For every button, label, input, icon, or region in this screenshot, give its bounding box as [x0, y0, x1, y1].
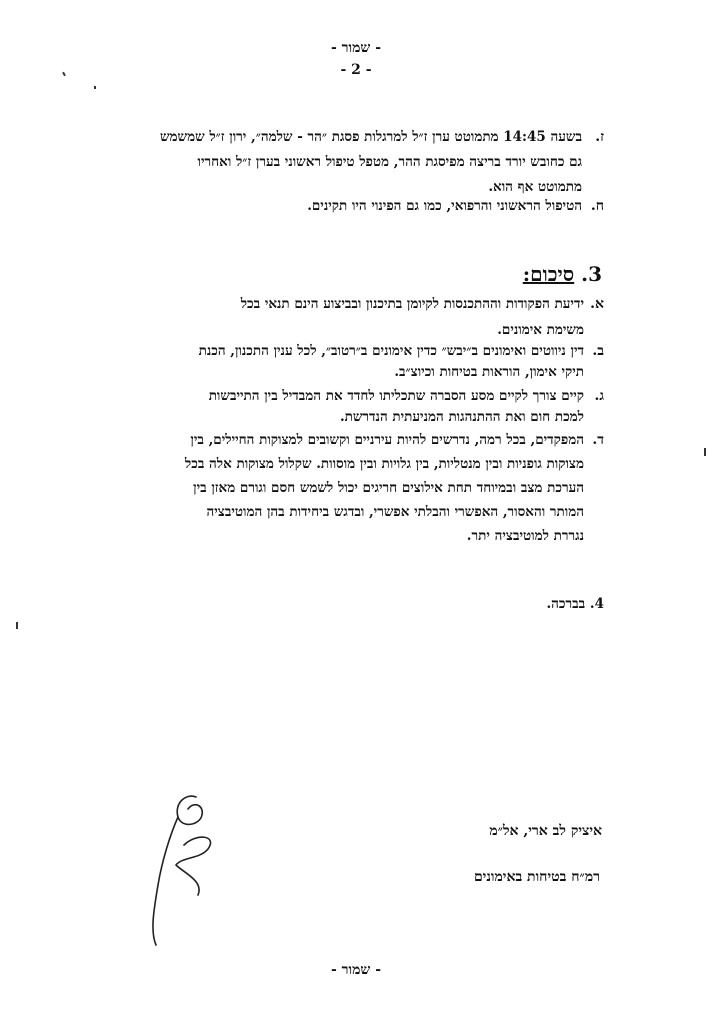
- item-h-line-1: הטיפול הראשוני והרפואי, כמו גם הפינוי היו תקינים.: [307, 198, 582, 214]
- section-3-number: 3.: [581, 262, 602, 286]
- section-4-text: בברכה.: [546, 596, 586, 612]
- page-number: - 2 -: [340, 62, 372, 78]
- summary-item-d-line-3: הערכת מצב ובמיוחד תחת אילוצים חריגים יכול לשמש חסם וגורם מאזן בין: [193, 480, 584, 496]
- summary-item-b-letter: ב.: [592, 343, 604, 359]
- item-z-line-1: בשעה 14:45 מתמוטט ערן ז״ל למרגלות פסגת ״הר - שלמה״, ירון ז״ל שמשמש: [159, 129, 582, 145]
- summary-item-a-line-1: ידיעת הפקודות וההתכנסות לקיומן בתיכנון ובביצוע הינם תנאי בכל: [240, 296, 584, 312]
- section-4-number: 4.: [589, 596, 604, 612]
- summary-item-d-line-2: מצוקות גופניות ובין מנטליות, בין גלויות ובין מוסוות. שקלול מצוקות אלה בכל: [184, 456, 584, 472]
- section-3-heading: [523, 262, 602, 287]
- item-z-letter: ז.: [595, 129, 604, 145]
- summary-item-d-line-1: המפקדים, בכל רמה, נדרשים להיות עירניים וקשובים למצוקות החיילים, בין: [190, 432, 584, 448]
- handwritten-signature: [138, 785, 228, 955]
- summary-item-b-line-2: תיקי אימון, הוראות בטיחות וכיוצ״ב.: [394, 364, 584, 380]
- section-3-title: סיכום:: [522, 262, 575, 286]
- summary-item-d-line-5: נגררת למוטיבציה יתר.: [466, 528, 584, 544]
- footer-classification: - שמור -: [330, 962, 382, 978]
- summary-item-c-line-1: קיים צורך לקיים מסע הסברה שתכליתו לחדד את המבדיל בין התייבשות: [208, 388, 584, 404]
- summary-item-c-line-2: למכת חום ואת ההתנהגות המניעתית הנדרשת.: [339, 409, 584, 425]
- scan-speck: [704, 448, 706, 456]
- section-4-line: [546, 596, 604, 612]
- header-classification: - שמור -: [330, 40, 382, 56]
- scan-speck: [94, 86, 96, 89]
- summary-item-d-line-4: המותר והאסור, האפשרי והבלתי אפשרי, ובדגש ביחידות בהן המוטיבציה: [206, 504, 584, 520]
- item-z-line-2: גם כחובש יורד בריצה מפיסגת ההר, מטפל טיפול ראשוני בערן ז״ל ואחריו: [197, 154, 582, 170]
- summary-item-d-letter: ד.: [592, 432, 604, 448]
- item-z-line-3: מתמוטט אף הוא.: [488, 179, 582, 195]
- summary-item-b-line-1: דין ניווטים ואימונים ב״יבש״ כדין אימונים ב״רטוב״, לכל ענין התכנון, הכנת: [198, 343, 584, 359]
- summary-item-c-letter: ג.: [594, 388, 604, 404]
- summary-item-a-line-2: משימת אימונים.: [497, 322, 584, 338]
- signatory-role: רמ״ח בטיחות באימונים: [473, 869, 600, 885]
- scan-speck: [16, 622, 18, 629]
- summary-item-a-letter: א.: [590, 296, 604, 312]
- item-h-letter: ח.: [590, 198, 604, 214]
- signatory-name: איציק לב ארי, אל״מ: [489, 823, 602, 839]
